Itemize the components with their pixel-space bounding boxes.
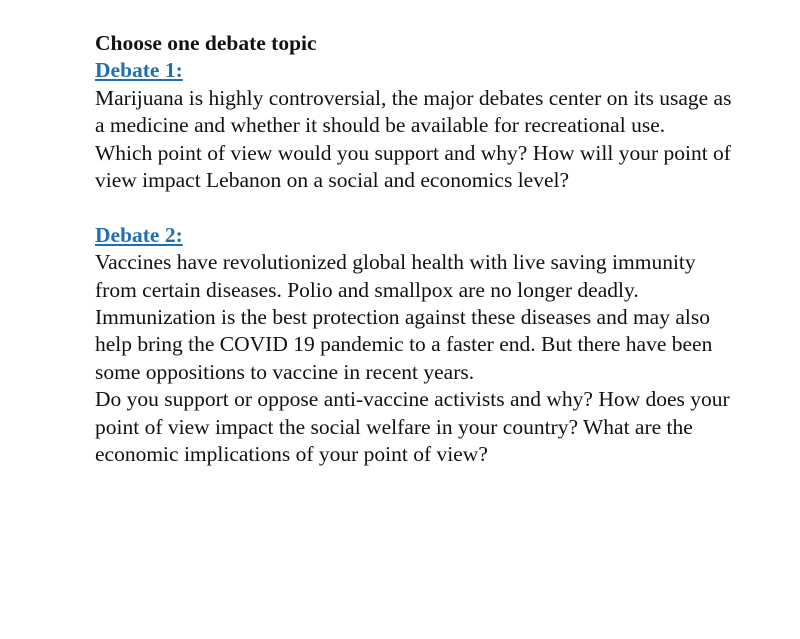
debate-2-paragraph-2: Do you support or oppose anti-vaccine activists and why? How does your point of view impact the social welfare in your country? What are the economic implications of your point of view? (95, 387, 730, 467)
debate-1-paragraph-2: Which point of view would you support and why? How will your point of view impact Lebanon on a social and economics level? (95, 140, 731, 193)
document-body (95, 30, 735, 468)
debate-1-paragraph-1: Marijuana is highly controversial, the major debates center on its usage as a medicine and whether it should be available for recreational use. (95, 85, 732, 138)
debate-2-heading: Debate 2: (95, 222, 183, 247)
debate-2-paragraph-1: Vaccines have revolutionized global health with live saving immunity from certain diseases. Polio and smallpox are no longer deadly. Immunization is the best protection against these diseases and may also help bring the COVID 19 pandemic to a faster end. But there have been some oppositions to vaccine in recent years. (95, 250, 713, 384)
debate-1-heading: Debate 1: (95, 58, 183, 83)
document-title: Choose one debate topic (95, 31, 317, 55)
section-spacer (95, 194, 735, 221)
